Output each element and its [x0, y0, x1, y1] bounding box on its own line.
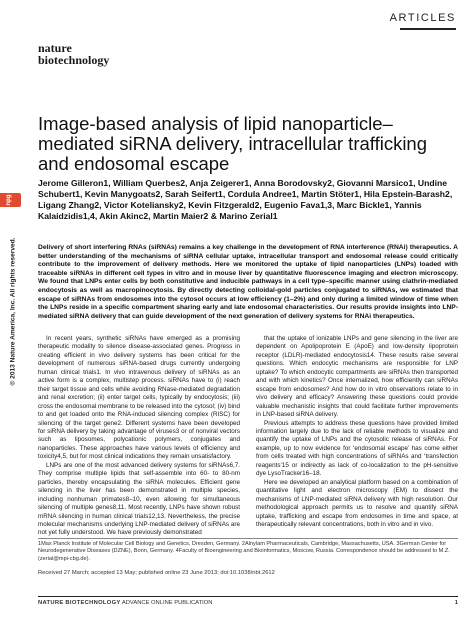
section-label: ARTICLES [389, 12, 456, 24]
page-footer [38, 600, 458, 606]
section-rule [400, 28, 456, 30]
journal-logo-line1: nature [38, 41, 72, 55]
npg-badge: npg [0, 193, 21, 207]
footnote-divider [38, 538, 458, 539]
page-number: 1 [454, 600, 458, 606]
journal-logo-line2: biotechnology [38, 53, 110, 67]
body-column-left [38, 335, 240, 538]
affiliations-footnote: 1Max Planck Institute of Molecular Cell Biology and Genetics, Dresden, Germany. 2Alnylam Pharmaceuticals, Cambridge, Massachusetts, USA. 3German Center for Neurodegenerative Diseases (DZNE), Bonn, Germany. 4Faculty of Bioengineering and Bioinformatics, Moscow, Russia. Correspondence should be addressed to M.Z. (zerial@mpi-cbg.de). [38, 541, 450, 562]
received-line: Received 27 March; accepted 13 May; published online 23 June 2013; doi:10.1038/nbt.2612 [38, 570, 275, 576]
body-paragraph: that the uptake of ionizable LNPs and gene silencing in the liver are dependent on Apolipoprotein E (ApoE) and low-density lipoprotein receptor (LDLR)-mediated endocytosis14. These results raise several questions. Which endocytic mechanisms are responsible for LNP uptake? To which endocytic compartments are siRNAs then transported and with which kinetics? Once internalized, how efficiently can siRNAs escape from endosomes? And how do in vitro observations relate to in vivo delivery and efficacy? Answering these questions could provide valuable mechanistic insights that could facilitate further improvements in LNP-based siRNA delivery. [256, 335, 458, 419]
footer-divider [38, 596, 458, 597]
body-paragraph: LNPs are one of the most advanced delivery systems for siRNAs6,7. They comprise multiple lipids that self-assemble into 60- to 80-nm particles, thereby encapsulating the siRNA molecules. Efficient gene silencing in the liver has been demonstrated in multiple species, including nonhuman primates8–10, even allowing for simultaneous silencing of multiple genes8,11. Most recently, LNPs have shown robust mRNA silencing in human clinical trials12,13. Nevertheless, the precise molecular mechanisms underlying LNP-mediated delivery of siRNAs are not yet fully understood. We have previously demonstrated [38, 461, 240, 537]
article-title: Image-based analysis of lipid nanoparticle–mediated siRNA delivery, intracellular trafficking and endosomal escape [38, 113, 428, 174]
body-paragraph: Here we developed an analytical platform based on a combination of quantitative light and electron microscopy (EM) to dissect the mechanisms of LNP-mediated siRNA delivery with high resolution. Our methodological approach permits us to resolve and quantify siRNA uptake, trafficking and escape from endosomes in time and space, at therapeutically relevant concentrations, both in vitro and in vivo. [256, 478, 458, 528]
copyright-text: © 2013 Nature America, Inc. All rights reserved. [9, 237, 17, 386]
author-list: Jerome Gilleron1, William Querbes2, Anja Zeigerer1, Anna Borodovsky2, Giovanni Marsico1, Undine Schubert1, Kevin Manygoats2, Sarah Seifert1, Cordula Andree1, Martin Stöter1, Hila Epstein-Barash2, Ligang Zhang2, Victor Koteliansky2, Kevin Fitzgerald2, Eugenio Fava1,3, Marc Bickle1, Yannis Kalaidzidis1,4, Akin Akinc2, Martin Maier2 & Marino Zerial1 [38, 178, 453, 221]
journal-logo [38, 42, 109, 66]
copyright-strip [5, 190, 21, 470]
body-paragraph: Previous attempts to address these questions have provided limited information largely due to the lack of reliable methods to visualize and quantify the uptake of LNPs and the cytosolic release of siRNAs. For example, up to now evidence for ‘endosomal escape’ has come either from cells treated with high concentrations of siRNAs and ‘transfection reagents’15 or indirectly as lack of co-localization to the pH-sensitive dye LysoTracker16–18. [256, 419, 458, 478]
footer-journal-name: NATURE BIOTECHNOLOGY [38, 600, 121, 606]
footer-publication: ADVANCE ONLINE PUBLICATION [121, 600, 213, 606]
body-column-right [256, 335, 458, 529]
abstract: Delivery of short interfering RNAs (siRNAs) remains a key challenge in the development of RNA interference (RNAi) therapeutics. A better understanding of the mechanisms of siRNA cellular uptake, intracellular transport and endosomal release could critically contribute to the improvement of delivery methods. Here we monitored the uptake of lipid nanoparticles (LNPs) loaded with traceable siRNAs in different cell types in vitro and in mouse liver by quantitative fluorescence imaging and electron microscopy. We found that LNPs enter cells by both constitutive and inducible pathways in a cell type–specific manner using clathrin-mediated endocytosis as well as macropinocytosis. By directly detecting colloidal-gold particles conjugated to siRNAs, we estimated that escape of siRNAs from endosomes into the cytosol occurs at low efficiency (1–2%) and only during a limited window of time when the LNPs reside in a specific compartment sharing early and late endosomal characteristics. Our results provide insights into LNP-mediated siRNA delivery that can guide development of the next generation of delivery systems for RNAi therapeutics. [38, 244, 458, 320]
body-paragraph: In recent years, synthetic siRNAs have emerged as a promising therapeutic modality to silence disease-associated genes. Progress in creating efficient in vivo delivery systems has been critical for the development of numerous siRNA-based drugs currently undergoing human clinical trials1. In vivo intravenous delivery of siRNAs as an active form is a complex, multistep process. siRNAs have to (i) reach their target tissue and cells while avoiding RNase-mediated degradation and renal excretion; (ii) enter target cells, typically by endocytosis; (iii) cross the endosomal membrane to be released into the cytosol; (iv) bind to and get loaded onto the RNA-induced silencing complex (RISC) for silencing of the target gene2. Different systems have been developed for siRNA delivery by taking advantage of viruses3 or of nonviral vectors such as liposomes, polycationic polymers, conjugates and nanoparticles. These approaches have various levels of efficiency and toxicity4,5, but for most clinical indications they remain unsatisfactory. [38, 335, 240, 461]
